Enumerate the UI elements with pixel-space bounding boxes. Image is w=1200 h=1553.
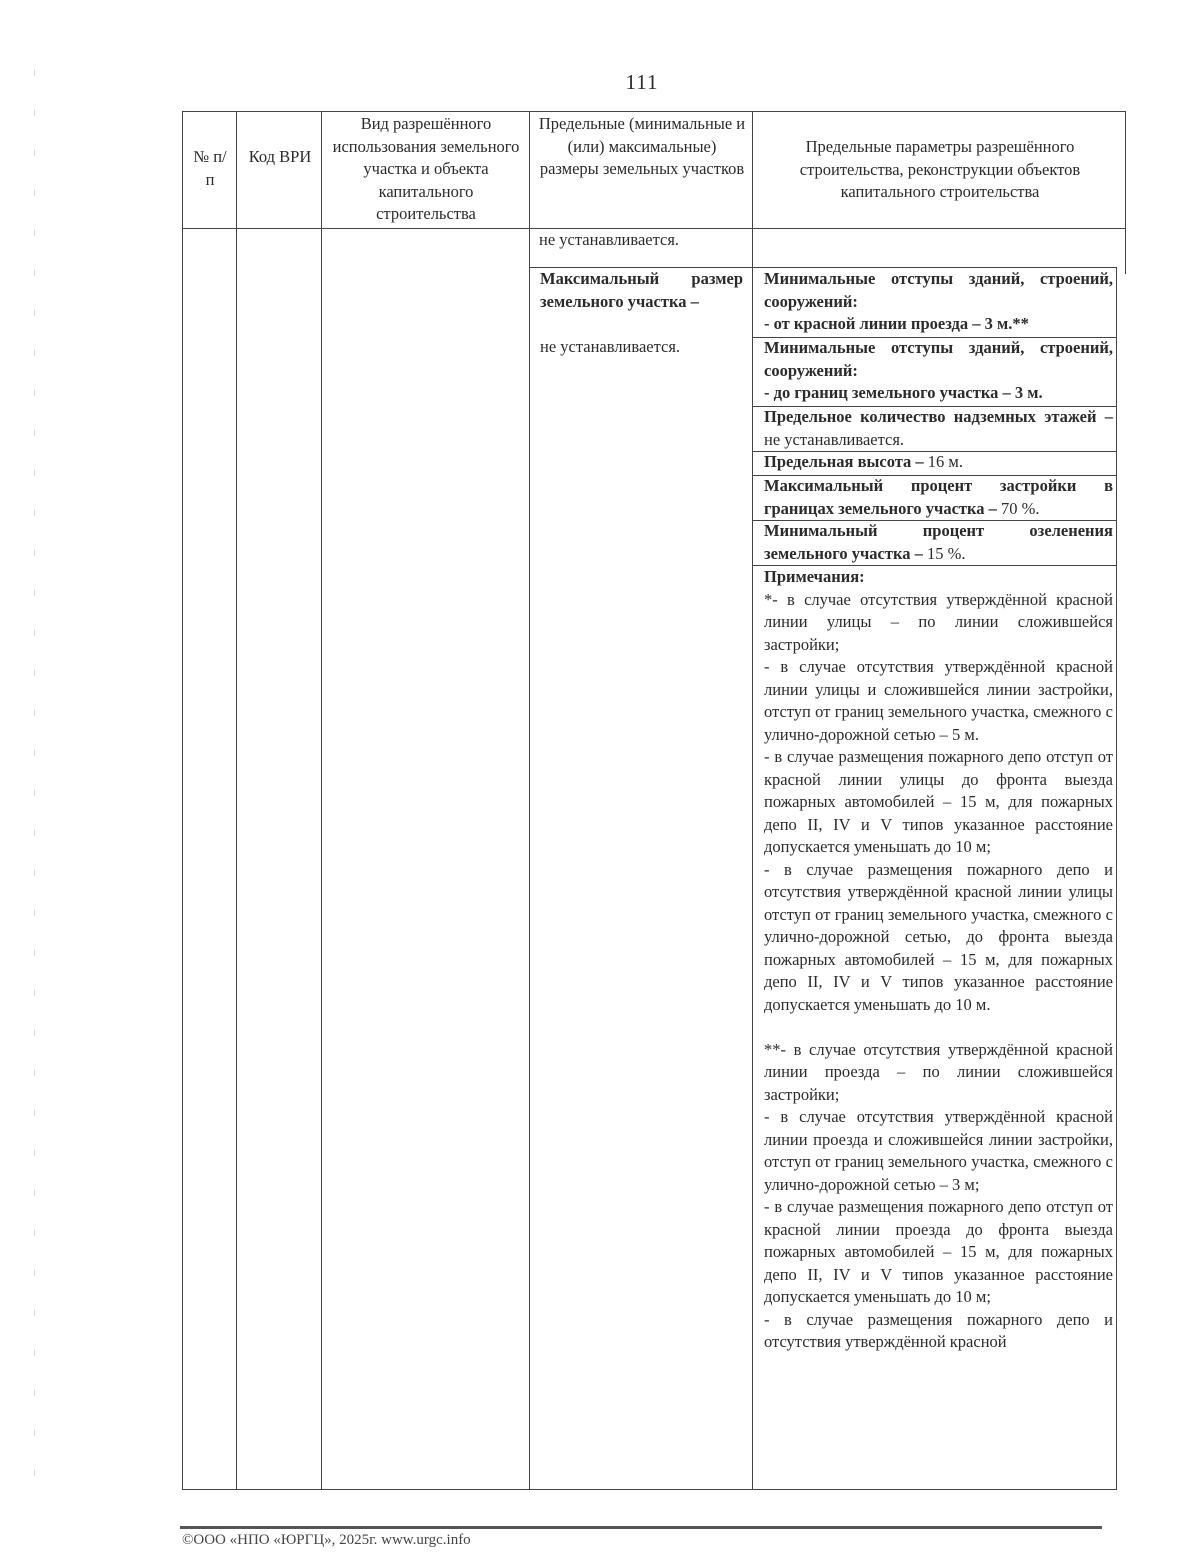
note-item: - в случае размещения пожарного депо и отсутствия утверждённой красной [764,1309,1113,1351]
page-number: 111 [625,70,659,94]
header-number: № п/п [193,147,227,189]
note-item: - в случае отсутствия утверждённой красной линии проезда и сложившейся линии застройки, отступ от границ земельного участка, смежного с улично-дорожной сетью – 3 м; [764,1107,1113,1194]
param-min-greenery: Минимальный процент озеленения земельного участка – 15 %. [764,521,1113,563]
header-plot-size: Предельные (минимальные и (или) максимальные) размеры земельных участков [538,114,746,178]
note-item: - в случае размещения пожарного депо и отсутствия утверждённой красной линии улицы отступ от границ земельного участка, смежного с улично-дорожной сетью, до фронта выезда пожарных автомобилей – 15 м, для пожарных депо II, IV и V типов указанное расстояние допускается уменьшать до 10 м. [764,859,1113,1014]
param-floors: Предельное количество надземных этажей – не устанавливается. [764,407,1113,449]
header-building-params: Предельные параметры разрешённого строительства, реконструкции объектов капитального строительства [799,137,1081,201]
notes-title: Примечания: [764,567,865,586]
continuation-text: не устанавливается. [539,230,680,249]
param-max-coverage: Максимальный процент застройки в границах земельного участка – 70 %. [764,476,1113,518]
notes-block [764,566,1113,1354]
param-max-height: Предельная высота – 16 м. [764,452,963,471]
max-plot-size-value: не устанавливается. [540,337,681,356]
note-item: - в случае размещения пожарного депо отступ от красной линии улицы до фронта выезда пожарных автомобилей – 15 м, для пожарных депо II, IV и V типов указанное расстояние допускается уменьшать до 10 м; [764,747,1113,856]
param-setback-red-line: Минимальные отступы зданий, строений, сооружений: - от красной линии проезда – 3 м.** [764,269,1113,333]
max-plot-size-label: Максимальный размер земельного участка – [540,269,743,311]
header-use-type: Вид разрешённого использования земельного участка и объекта капитального строительства [332,114,520,223]
param-setback-plot-border: Минимальные отступы зданий, строений, сооружений: - до границ земельного участка – 3 м. [764,338,1113,402]
note-item: - в случае размещения пожарного депо отступ от красной линии проезда до фронта выезда пожарных автомобилей – 15 м, для пожарных депо II, IV и V типов указанное расстояние допускается уменьшать до 10 м; [764,1197,1113,1306]
footer-copyright: ©ООО «НПО «ЮРГЦ», 2025г. www.urgc.info [182,1532,471,1548]
note-item: *- в случае отсутствия утверждённой красной линии улицы – по линии сложившейся застройки; [764,589,1113,654]
footer-divider [180,1526,1102,1529]
scan-edge-mark [34,70,35,1490]
note-item: **- в случае отсутствия утверждённой красной линии проезда – по линии сложившейся застройки; [764,1039,1113,1104]
note-item: - в случае отсутствия утверждённой красной линии улицы и сложившейся линии застройки, отступ от границ земельного участка, смежного с улично-дорожной сетью – 5 м. [764,657,1113,744]
header-code: Код ВРИ [248,147,312,166]
